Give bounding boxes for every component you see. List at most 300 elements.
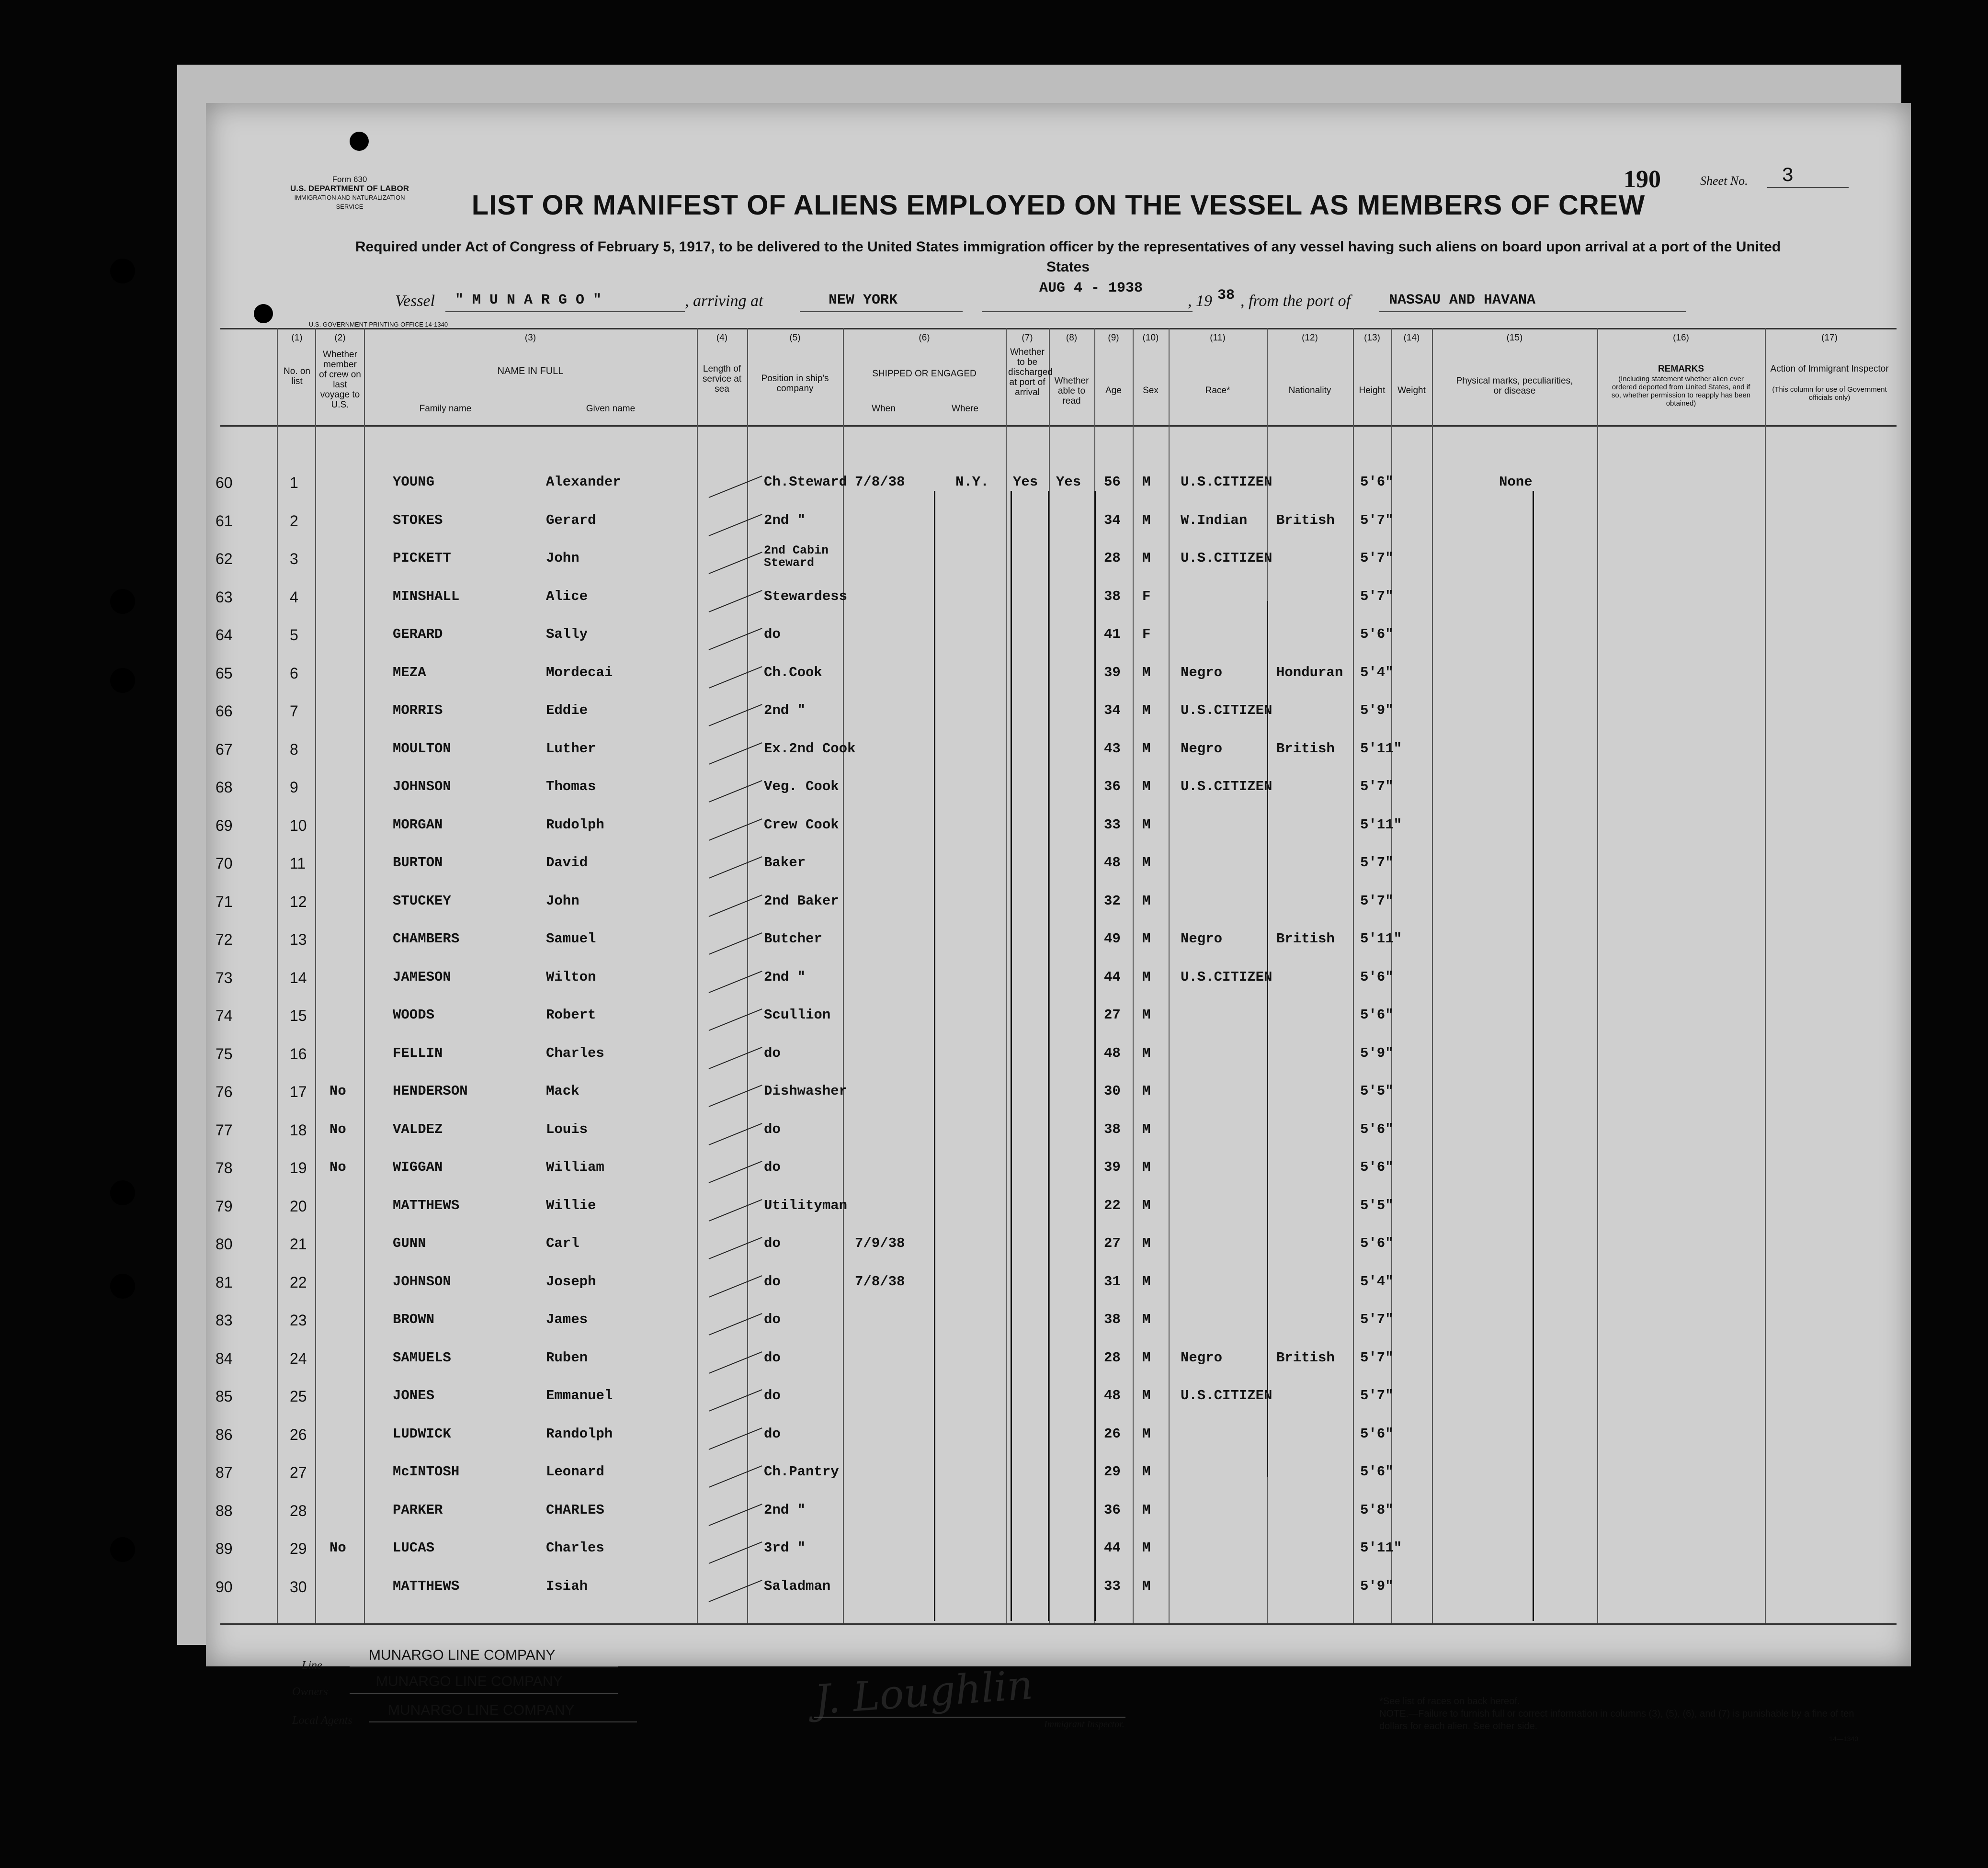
- sex-cell: M: [1142, 816, 1151, 833]
- age-cell: 56: [1104, 474, 1121, 490]
- prev-voyage-cell: No: [329, 1083, 346, 1099]
- height-cell: 5'6": [1360, 1426, 1394, 1442]
- line-number: 88: [216, 1502, 233, 1519]
- table-row: [206, 589, 1911, 626]
- list-number: 23: [290, 1312, 307, 1329]
- position-cell: Ch.Steward: [764, 474, 848, 490]
- table-row: [206, 969, 1911, 1007]
- table-row: [206, 1426, 1911, 1463]
- col5-number: (5): [789, 333, 801, 343]
- sex-cell: F: [1142, 626, 1151, 642]
- col6-sub-where: Where: [952, 404, 978, 414]
- race-cell: Negro: [1181, 1349, 1223, 1366]
- line-number: 78: [216, 1159, 233, 1177]
- sex-cell: M: [1142, 1083, 1151, 1099]
- col7-number: (7): [1022, 333, 1033, 343]
- list-number: 17: [290, 1083, 307, 1100]
- family-name-cell: STOKES: [393, 512, 443, 528]
- line-number: 61: [216, 512, 233, 530]
- age-cell: 48: [1104, 1388, 1121, 1404]
- given-name-cell: Rudolph: [546, 816, 604, 833]
- sex-cell: M: [1142, 512, 1151, 528]
- height-cell: 5'5": [1360, 1083, 1394, 1099]
- owners-underline: [350, 1693, 618, 1694]
- ditto-line-when: [934, 491, 935, 1621]
- height-cell: 5'7": [1360, 855, 1394, 871]
- service-check-mark: [709, 475, 762, 498]
- line-underline: [350, 1666, 618, 1667]
- shipped-when-cell: 7/8/38: [855, 474, 905, 490]
- sex-cell: M: [1142, 1045, 1151, 1061]
- age-cell: 27: [1104, 1235, 1121, 1251]
- footer-rule: [220, 1623, 1897, 1625]
- col14-number: (14): [1403, 333, 1420, 343]
- list-number: 26: [290, 1426, 307, 1443]
- list-number: 8: [290, 740, 298, 758]
- departure-port: NASSAU AND HAVANA: [1389, 292, 1536, 308]
- list-number: 5: [290, 626, 298, 644]
- sex-cell: M: [1142, 1464, 1151, 1480]
- list-number: 30: [290, 1578, 307, 1596]
- position-cell: Ch.Cook: [764, 664, 822, 680]
- line-number: 75: [216, 1045, 233, 1063]
- sex-cell: M: [1142, 931, 1151, 947]
- col17-note: (This column for use of Government officials only): [1772, 385, 1887, 402]
- col17-label: Action of Immigrant Inspector: [1770, 364, 1889, 374]
- list-number: 25: [290, 1388, 307, 1405]
- service-check-mark: [709, 704, 762, 726]
- given-name-cell: John: [546, 893, 579, 909]
- race-cell: U.S.CITIZEN: [1181, 550, 1272, 566]
- height-cell: 5'7": [1360, 1312, 1394, 1327]
- vessel-underline: [445, 311, 685, 312]
- race-cell: Negro: [1181, 664, 1223, 680]
- height-cell: 5'6": [1360, 969, 1394, 985]
- family-name-cell: MOULTON: [393, 740, 451, 757]
- sex-cell: M: [1142, 1349, 1151, 1366]
- prev-voyage-cell: No: [329, 1159, 346, 1175]
- age-cell: 27: [1104, 1007, 1121, 1023]
- col16-label: REMARKS: [1658, 364, 1704, 374]
- print-office: U.S. GOVERNMENT PRINTING OFFICE 14-1340: [308, 321, 448, 328]
- position-cell: Scullion: [764, 1007, 831, 1023]
- position-cell: Stewardess: [764, 588, 848, 604]
- service-check-mark: [709, 1085, 762, 1107]
- page-number: 190: [1624, 166, 1661, 193]
- col8-label: Whether able to read: [1054, 376, 1089, 406]
- given-name-cell: Samuel: [546, 931, 596, 947]
- agents-label: Local Agents: [292, 1714, 352, 1727]
- ditto-line-discharged: [1048, 491, 1049, 1621]
- family-name-cell: SAMUELS: [393, 1349, 451, 1366]
- family-name-cell: MATTHEWS: [393, 1578, 460, 1594]
- service-check-mark: [709, 1389, 762, 1412]
- line-number: 74: [216, 1007, 233, 1024]
- height-cell: 5'7": [1360, 893, 1394, 909]
- position-cell: Crew Cook: [764, 816, 839, 833]
- position-cell: Ex.2nd Cook: [764, 740, 856, 757]
- line-number: 81: [216, 1273, 233, 1291]
- table-row: [206, 1274, 1911, 1311]
- vessel-name: "MUNARGO": [455, 292, 611, 308]
- given-name-cell: Gerard: [546, 512, 596, 528]
- height-cell: 5'7": [1360, 550, 1394, 566]
- family-name-cell: BURTON: [393, 855, 443, 871]
- punch-hole: [350, 132, 369, 151]
- position-cell: do: [764, 1349, 781, 1366]
- service-check-mark: [709, 1275, 762, 1298]
- sex-cell: M: [1142, 1159, 1151, 1175]
- vessel-label: Vessel: [395, 292, 435, 310]
- department: U.S. DEPARTMENT OF LABOR: [290, 184, 409, 193]
- line-number: 68: [216, 779, 233, 796]
- col11-number: (11): [1210, 333, 1226, 343]
- line-number: 67: [216, 740, 233, 758]
- list-number: 14: [290, 969, 307, 986]
- given-name-cell: Isiah: [546, 1578, 588, 1594]
- punch-hole: [110, 259, 135, 283]
- sex-cell: M: [1142, 1007, 1151, 1023]
- list-number: 7: [290, 702, 298, 720]
- arrival-port: NEW YORK: [829, 292, 898, 308]
- sex-cell: M: [1142, 1540, 1151, 1556]
- line-number: 72: [216, 931, 233, 948]
- service-check-mark: [709, 818, 762, 841]
- line-number: 90: [216, 1578, 233, 1596]
- family-name-cell: STUCKEY: [393, 893, 451, 909]
- list-number: 1: [290, 474, 298, 491]
- position-cell: Veg. Cook: [764, 779, 839, 794]
- position-cell: 2nd ": [764, 512, 806, 528]
- service-check-mark: [709, 856, 762, 879]
- height-cell: 5'6": [1360, 474, 1394, 490]
- given-name-cell: Thomas: [546, 779, 596, 794]
- race-cell: U.S.CITIZEN: [1181, 474, 1272, 490]
- height-cell: 5'8": [1360, 1502, 1394, 1518]
- sex-cell: M: [1142, 855, 1151, 871]
- service-check-mark: [709, 552, 762, 574]
- age-cell: 30: [1104, 1083, 1121, 1099]
- sheet-no-value: 3: [1782, 164, 1794, 187]
- line-number: 64: [216, 626, 233, 644]
- inspector-signature: J. Loughlin: [813, 1661, 1034, 1723]
- age-cell: 22: [1104, 1197, 1121, 1213]
- family-name-cell: HENDERSON: [393, 1083, 468, 1099]
- line-number: 62: [216, 550, 233, 567]
- position-cell: Saladman: [764, 1578, 831, 1594]
- given-name-cell: Louis: [546, 1121, 588, 1137]
- service-check-mark: [709, 1427, 762, 1450]
- col4-number: (4): [716, 333, 728, 343]
- sex-cell: M: [1142, 893, 1151, 909]
- col16-note: (Including statement whether alien ever ordered deported from United States, and if so, whether permission to reapply has been obtained): [1611, 375, 1751, 408]
- nationality-cell: British: [1276, 740, 1335, 757]
- col17-number: (17): [1821, 333, 1838, 343]
- position-cell: 2nd ": [764, 702, 806, 718]
- height-cell: 5'7": [1360, 1349, 1394, 1366]
- col15-number: (15): [1506, 333, 1523, 343]
- service-check-mark: [709, 894, 762, 917]
- line-number: 60: [216, 474, 233, 491]
- age-cell: 28: [1104, 1349, 1121, 1366]
- nationality-cell: British: [1276, 931, 1335, 947]
- service-check-mark: [709, 1047, 762, 1069]
- given-name-cell: Emmanuel: [546, 1388, 613, 1404]
- signature-underline: [814, 1717, 1125, 1718]
- service-check-mark: [709, 1504, 762, 1526]
- line-number: 86: [216, 1426, 233, 1443]
- inspector-label: Immigrant Inspector.: [1044, 1719, 1125, 1730]
- family-name-cell: PARKER: [393, 1502, 443, 1518]
- family-name-cell: MATTHEWS: [393, 1197, 460, 1213]
- given-name-cell: Mack: [546, 1083, 579, 1099]
- given-name-cell: John: [546, 550, 579, 566]
- family-name-cell: CHAMBERS: [393, 931, 460, 947]
- position-cell: do: [764, 1426, 781, 1442]
- given-name-cell: Carl: [546, 1235, 579, 1251]
- height-cell: 5'6": [1360, 1007, 1394, 1023]
- service-check-mark: [709, 514, 762, 536]
- sex-cell: M: [1142, 1388, 1151, 1404]
- height-cell: 5'9": [1360, 702, 1394, 718]
- service-check-mark: [709, 628, 762, 650]
- shipped-where-cell: N.Y.: [955, 474, 989, 490]
- punch-hole: [110, 589, 135, 614]
- line-value: MUNARGO LINE COMPANY: [369, 1647, 556, 1663]
- col6-label: SHIPPED OR ENGAGED: [872, 369, 977, 379]
- table-row: [206, 1578, 1911, 1616]
- col12-number: (12): [1302, 333, 1318, 343]
- list-number: 28: [290, 1502, 307, 1519]
- list-number: 16: [290, 1045, 307, 1063]
- given-name-cell: David: [546, 855, 588, 871]
- discharged-cell: Yes: [1013, 474, 1038, 490]
- age-cell: 29: [1104, 1464, 1121, 1480]
- height-cell: 5'7": [1360, 512, 1394, 528]
- col2-number: (2): [334, 333, 346, 343]
- height-cell: 5'4": [1360, 664, 1394, 680]
- ditto-line-where: [1011, 491, 1012, 1621]
- ditto-line-marks: [1533, 491, 1534, 1621]
- manifest-sheet: [206, 103, 1911, 1743]
- list-number: 13: [290, 931, 307, 948]
- age-cell: 26: [1104, 1426, 1121, 1442]
- table-row: [206, 543, 1911, 588]
- col10-number: (10): [1142, 333, 1159, 343]
- position-cell: do: [764, 1159, 781, 1175]
- service-check-mark: [709, 1008, 762, 1031]
- given-name-cell: Charles: [546, 1045, 604, 1061]
- list-number: 10: [290, 816, 307, 834]
- table-row: [206, 931, 1911, 968]
- height-cell: 5'9": [1360, 1578, 1394, 1594]
- list-number: 24: [290, 1349, 307, 1367]
- age-cell: 34: [1104, 512, 1121, 528]
- given-name-cell: Sally: [546, 626, 588, 642]
- list-number: 18: [290, 1121, 307, 1139]
- line-number: 71: [216, 893, 233, 910]
- col4-label: Length of service at sea: [702, 364, 742, 394]
- sex-cell: M: [1142, 1502, 1151, 1518]
- line-number: 80: [216, 1235, 233, 1253]
- race-cell: U.S.CITIZEN: [1181, 1388, 1272, 1404]
- punch-hole: [110, 1274, 135, 1299]
- given-name-cell: Wilton: [546, 969, 596, 985]
- sex-cell: M: [1142, 1121, 1151, 1137]
- list-number: 19: [290, 1159, 307, 1177]
- col13-label: Height: [1359, 385, 1386, 396]
- given-name-cell: William: [546, 1159, 604, 1175]
- family-name-cell: VALDEZ: [393, 1121, 443, 1137]
- race-cell: W.Indian: [1181, 512, 1248, 528]
- line-number: 79: [216, 1197, 233, 1215]
- line-number: 77: [216, 1121, 233, 1139]
- arrival-underline: [800, 311, 963, 312]
- service-check-mark: [709, 590, 762, 612]
- family-name-cell: WOODS: [393, 1007, 435, 1023]
- table-row: [206, 1502, 1911, 1540]
- family-name-cell: JONES: [393, 1388, 435, 1404]
- family-name-cell: JOHNSON: [393, 779, 451, 794]
- given-name-cell: Eddie: [546, 702, 588, 718]
- form-number: Form 630: [332, 175, 367, 184]
- position-cell: do: [764, 1312, 781, 1327]
- position-cell: do: [764, 1121, 781, 1137]
- given-name-cell: Alice: [546, 588, 588, 604]
- line-number: 83: [216, 1312, 233, 1329]
- list-number: 12: [290, 893, 307, 910]
- height-cell: 5'6": [1360, 1121, 1394, 1137]
- race-cell: U.S.CITIZEN: [1181, 702, 1272, 718]
- col6-sub-when: When: [872, 404, 896, 414]
- col15-label: Physical marks, peculiarities, or disease: [1456, 376, 1573, 396]
- line-number: 70: [216, 855, 233, 872]
- col10-label: Sex: [1143, 385, 1159, 396]
- line-number: 65: [216, 664, 233, 682]
- age-cell: 39: [1104, 664, 1121, 680]
- family-name-cell: WIGGAN: [393, 1159, 443, 1175]
- service-check-mark: [709, 1123, 762, 1145]
- position-cell: do: [764, 1273, 781, 1290]
- height-cell: 5'6": [1360, 1235, 1394, 1251]
- race-cell: Negro: [1181, 740, 1223, 757]
- family-name-cell: MORGAN: [393, 816, 443, 833]
- sex-cell: M: [1142, 702, 1151, 718]
- table-row: [206, 817, 1911, 854]
- family-name-cell: BROWN: [393, 1312, 435, 1327]
- age-cell: 38: [1104, 1121, 1121, 1137]
- date-underline: [982, 311, 1193, 312]
- col11-label: Race*: [1205, 385, 1230, 396]
- service-check-mark: [709, 1351, 762, 1374]
- table-row: [206, 893, 1911, 930]
- position-cell: Butcher: [764, 931, 822, 947]
- table-row: [206, 665, 1911, 702]
- age-cell: 36: [1104, 779, 1121, 794]
- col9-label: Age: [1105, 385, 1122, 396]
- line-number: 76: [216, 1083, 233, 1100]
- table-row: [206, 512, 1911, 550]
- list-number: 15: [290, 1007, 307, 1024]
- table-row: [206, 1198, 1911, 1235]
- list-number: 21: [290, 1235, 307, 1253]
- height-cell: 5'11": [1360, 816, 1402, 833]
- col3-label: NAME IN FULL: [497, 366, 564, 376]
- height-cell: 5'5": [1360, 1197, 1394, 1213]
- year-value: 38: [1217, 287, 1235, 304]
- race-cell: U.S.CITIZEN: [1181, 779, 1272, 794]
- col2-label: Whether member of crew on last voyage to U.S.: [319, 350, 361, 410]
- table-row: [206, 474, 1911, 511]
- family-name-cell: GERARD: [393, 626, 443, 642]
- given-name-cell: Ruben: [546, 1349, 588, 1366]
- height-cell: 5'4": [1360, 1273, 1394, 1290]
- col1-number: (1): [291, 333, 303, 343]
- owners-value: MUNARGO LINE COMPANY: [376, 1674, 563, 1689]
- position-cell: do: [764, 626, 781, 642]
- line-number: 89: [216, 1540, 233, 1557]
- col13-number: (13): [1364, 333, 1380, 343]
- col7-label: Whether to be discharged at port of arrival: [1008, 347, 1053, 397]
- age-cell: 44: [1104, 969, 1121, 985]
- col8-number: (8): [1066, 333, 1078, 343]
- table-row: [206, 1388, 1911, 1425]
- given-name-cell: Robert: [546, 1007, 596, 1023]
- sex-cell: M: [1142, 1426, 1151, 1442]
- table-row: [206, 1007, 1911, 1044]
- position-cell: Baker: [764, 855, 806, 871]
- col1-label: No. on list: [284, 366, 310, 386]
- ditto-line-race: [1267, 601, 1268, 1477]
- table-row: [206, 741, 1911, 778]
- service-check-mark: [709, 780, 762, 803]
- table-row: [206, 1045, 1911, 1083]
- height-cell: 5'7": [1360, 588, 1394, 604]
- service-check-mark: [709, 1199, 762, 1222]
- height-cell: 5'7": [1360, 779, 1394, 794]
- age-cell: 41: [1104, 626, 1121, 642]
- line-label: Line: [302, 1659, 322, 1672]
- family-name-cell: McINTOSH: [393, 1464, 460, 1480]
- punch-hole: [110, 1537, 135, 1562]
- position-cell: do: [764, 1235, 781, 1251]
- age-cell: 39: [1104, 1159, 1121, 1175]
- prev-voyage-cell: No: [329, 1540, 346, 1556]
- height-cell: 5'6": [1360, 626, 1394, 642]
- given-name-cell: Randolph: [546, 1426, 613, 1442]
- year-label: , 19: [1188, 292, 1212, 310]
- list-number: 22: [290, 1273, 307, 1291]
- table-row: [206, 1083, 1911, 1121]
- family-name-cell: FELLIN: [393, 1045, 443, 1061]
- sex-cell: M: [1142, 1273, 1151, 1290]
- nationality-cell: British: [1276, 512, 1335, 528]
- page-subtitle: Required under Act of Congress of February 5, 1917, to be delivered to the United States immigration officer by the representatives of any vessel having such aliens on board upon arrival at a port of the United States: [355, 239, 1781, 275]
- nationality-cell: Honduran: [1276, 664, 1343, 680]
- service-check-mark: [709, 1161, 762, 1183]
- family-name-cell: MEZA: [393, 664, 426, 680]
- col16-number: (16): [1673, 333, 1689, 343]
- age-cell: 34: [1104, 702, 1121, 718]
- sex-cell: M: [1142, 474, 1151, 490]
- family-name-cell: LUCAS: [393, 1540, 435, 1556]
- table-row: [206, 1312, 1911, 1349]
- table-row: [206, 626, 1911, 664]
- position-cell: do: [764, 1388, 781, 1404]
- age-cell: 38: [1104, 588, 1121, 604]
- shipped-when-cell: 7/8/38: [855, 1273, 905, 1290]
- family-name-cell: LUDWICK: [393, 1426, 451, 1442]
